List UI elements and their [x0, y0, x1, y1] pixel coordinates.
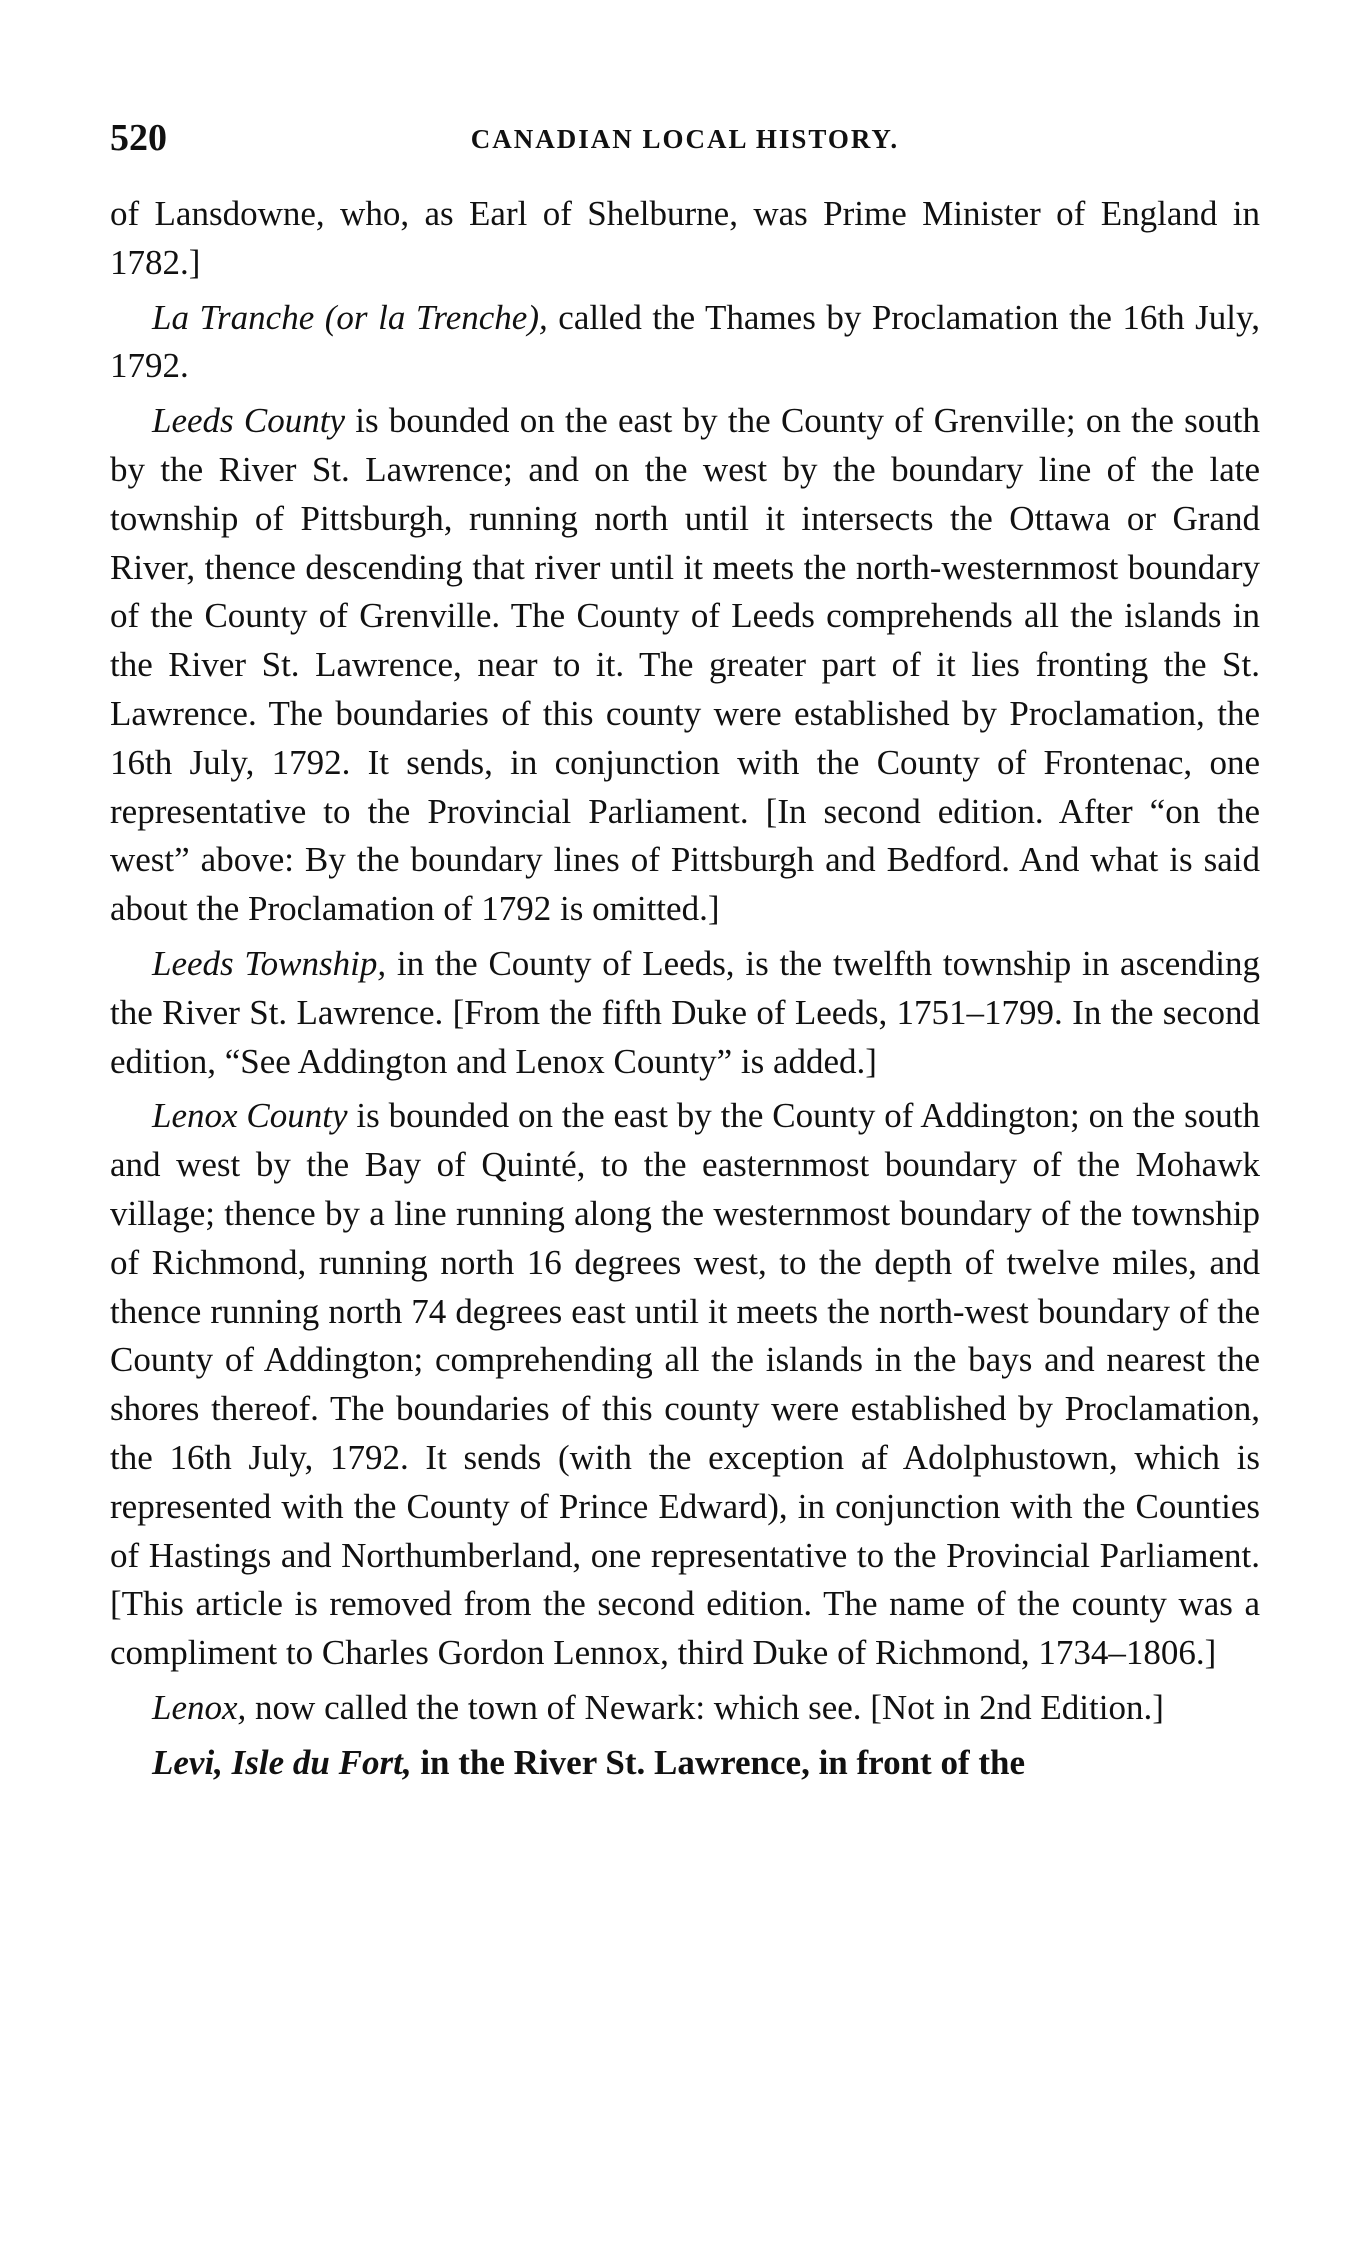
entry-term: Levi, Isle du Fort, — [152, 1742, 412, 1782]
entry-text: called the Thames by Proclamation the 16th July, 1792. — [110, 297, 1260, 386]
paragraph-text: of Lansdowne, who, as Earl of Shelburne, was Prime Minister of England in 1782.] — [110, 194, 1260, 282]
page-number: 520 — [110, 117, 167, 159]
entry-text: is bounded on the east by the County of Addington; on the south and west by the Bay of Quinté, to the easternmost boundary of the Mohawk village; thence by a line running along the westernmost boundary of the township of Richmond, running north 16 degrees west, to the depth of twelve miles, and thence running north 74 degrees east until it meets the north-west boundary of the County of Addington; comprehending all the islands in the bays and nearest the shores thereof. The boundaries of this county were established by Proclamation, the 16th July, 1792. It sends (with the exception af Adolphustown, which is represented with the County of Prince Edward), in conjunction with the Counties of Hastings and Northumberland, one representative to the Provincial Parliament. [This article is removed from the second edition. The name of the county was a compliment to Charles Gordon Lennox, third Duke of Richmond, 1734–1806.] — [110, 1096, 1261, 1673]
page-header — [110, 116, 1260, 166]
entry-lenox — [110, 1684, 1260, 1733]
entry-term: Leeds Township, — [152, 943, 387, 983]
entry-text: in the River St. Lawrence, in front of the — [411, 1742, 1026, 1782]
running-title: CANADIAN LOCAL HISTORY. — [470, 124, 900, 154]
paragraph-continuation — [110, 190, 1260, 288]
entry-term: Leeds County — [152, 401, 346, 441]
entry-text: is bounded on the east by the County of Grenville; on the south by the River St. Lawrence; and on the west by the boundary line of the late township of Pittsburgh, running north until it intersects the Ottawa or Grand River, thence descending that river until it meets the north-westernmost boundary of the County of Grenville. The County of Leeds comprehends all the islands in the River St. Lawrence, near to it. The greater part of it lies fronting the St. Lawrence. The boundaries of this county were established by Proclamation, the 16th July, 1792. It sends, in conjunction with the County of Frontenac, one representative to the Provincial Parliament. [In second edition. After “on the west” above: By the boundary lines of Pittsburgh and Bedford. And what is said about the Proclamation of 1792 is omitted.] — [110, 401, 1260, 929]
entry-text: in the County of Leeds, is the twelfth township in ascending the River St. Lawrence. [From the fifth Duke of Leeds, 1751–1799. In the second edition, “See Addington and Lenox County” is added.] — [110, 943, 1260, 1081]
entry-lenox-county — [110, 1092, 1260, 1678]
entry-leeds-township — [110, 940, 1260, 1086]
entry-la-tranche — [110, 294, 1260, 392]
page-body — [110, 190, 1260, 1788]
entry-levi-isle-du-fort — [110, 1739, 1260, 1788]
entry-text: now called the town of Newark: which see. [Not in 2nd Edition.] — [246, 1687, 1164, 1727]
entry-leeds-county — [110, 397, 1260, 934]
entry-term: Lenox, — [152, 1687, 247, 1727]
entry-term: Lenox County — [152, 1096, 348, 1136]
entry-term: La Tranche (or la Trenche), — [152, 297, 548, 337]
